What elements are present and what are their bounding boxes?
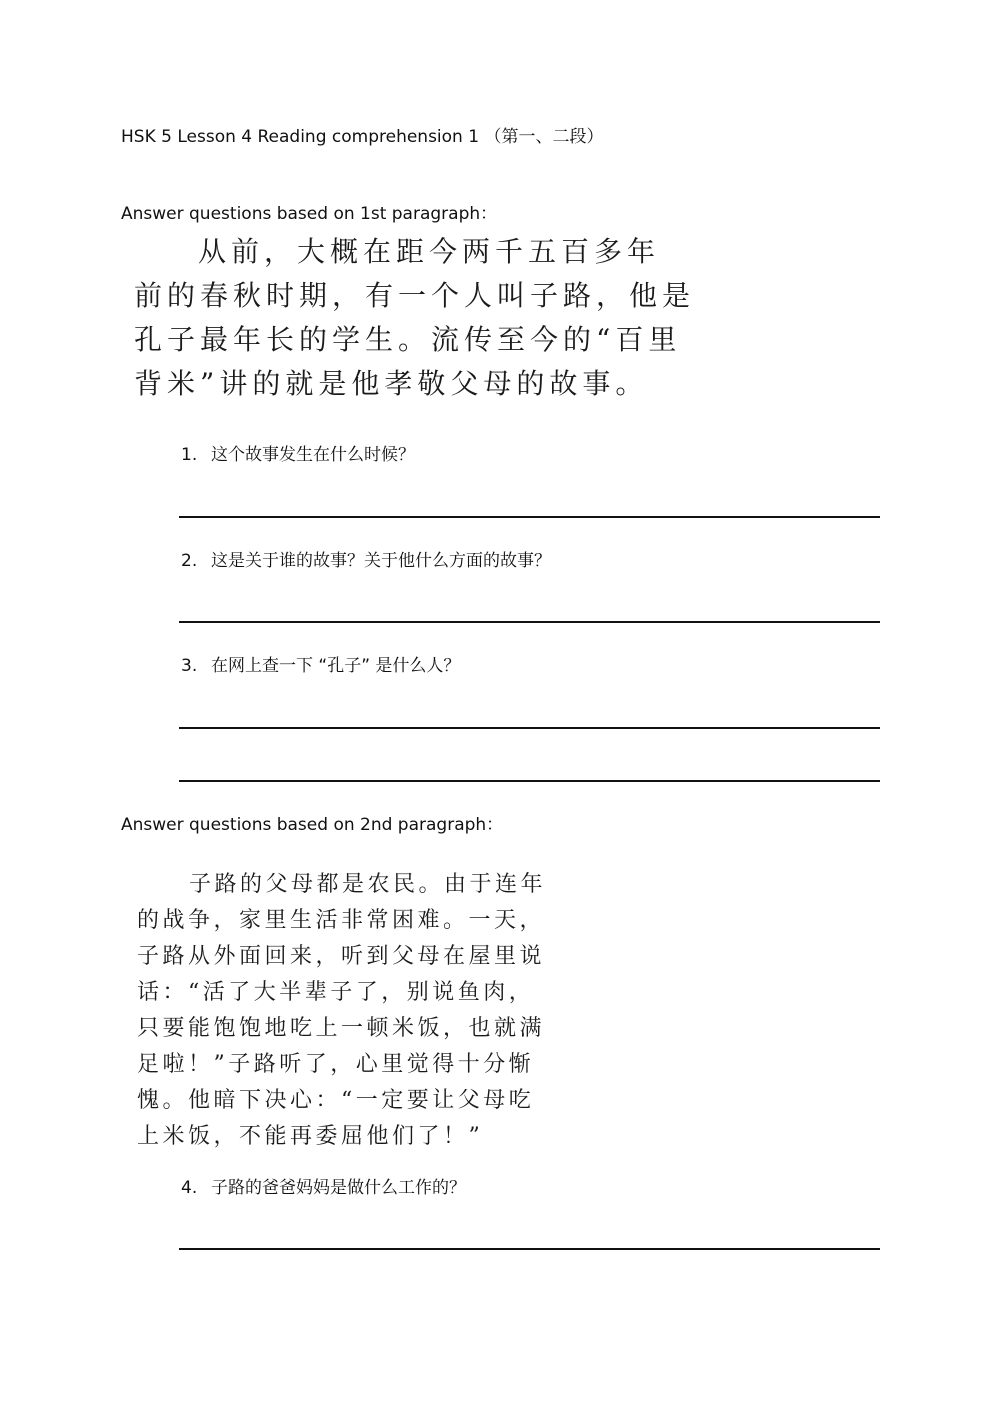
answer-line-3a[interactable] [179, 727, 880, 729]
question-text: 子路的爸爸妈妈是做什么工作的？ [211, 1178, 466, 1198]
section-heading-1: Answer questions based on 1st paragraph： [121, 204, 498, 224]
page-title: HSK 5 Lesson 4 Reading comprehension 1 （第一、二段） [121, 127, 604, 147]
question-2 [181, 546, 551, 571]
section-heading-2: Answer questions based on 2nd paragraph： [121, 815, 504, 835]
question-1 [181, 440, 415, 465]
answer-line-3b[interactable] [179, 780, 880, 782]
passage-1-image [134, 232, 696, 412]
passage-line: 愧。他暗下决心：“一定要让父母吃 [137, 1088, 535, 1113]
question-4 [181, 1173, 466, 1198]
passage-line: 足啦！”子路听了，心里觉得十分惭 [137, 1052, 535, 1077]
question-number: 2. [181, 551, 198, 571]
question-number: 4. [181, 1178, 198, 1198]
question-number: 1. [181, 445, 198, 465]
answer-line-2[interactable] [179, 621, 880, 623]
question-text: 这个故事发生在什么时候？ [211, 445, 415, 465]
passage-line: 子路的父母都是农民。由于连年 [189, 872, 547, 897]
passage-line: 孔子最年长的学生。流传至今的“百里 [134, 323, 682, 356]
passage-line: 的战争，家里生活非常困难。一天， [137, 908, 546, 933]
passage-line: 从前，大概在距今两千五百多年 [198, 235, 661, 268]
passage-line: 话：“活了大半辈子了，别说鱼肉， [137, 980, 535, 1005]
passage-line: 上米饭，不能再委屈他们了！” [137, 1124, 484, 1149]
question-text: 这是关于谁的故事？关于他什么方面的故事？ [211, 551, 551, 571]
answer-line-1[interactable] [179, 516, 880, 518]
question-number: 3. [181, 656, 198, 676]
passage-line: 只要能饱饱地吃上一顿米饭，也就满 [137, 1016, 546, 1041]
passage-2-image [137, 864, 557, 1156]
passage-line: 背米”讲的就是他孝敬父母的故事。 [134, 367, 649, 400]
question-3 [181, 651, 460, 676]
question-text: 在网上查一下 “孔子” 是什么人？ [211, 656, 461, 676]
passage-line: 前的春秋时期，有一个人叫子路，他是 [134, 279, 696, 312]
answer-line-4[interactable] [179, 1248, 880, 1250]
passage-line: 子路从外面回来，听到父母在屋里说 [137, 944, 546, 969]
